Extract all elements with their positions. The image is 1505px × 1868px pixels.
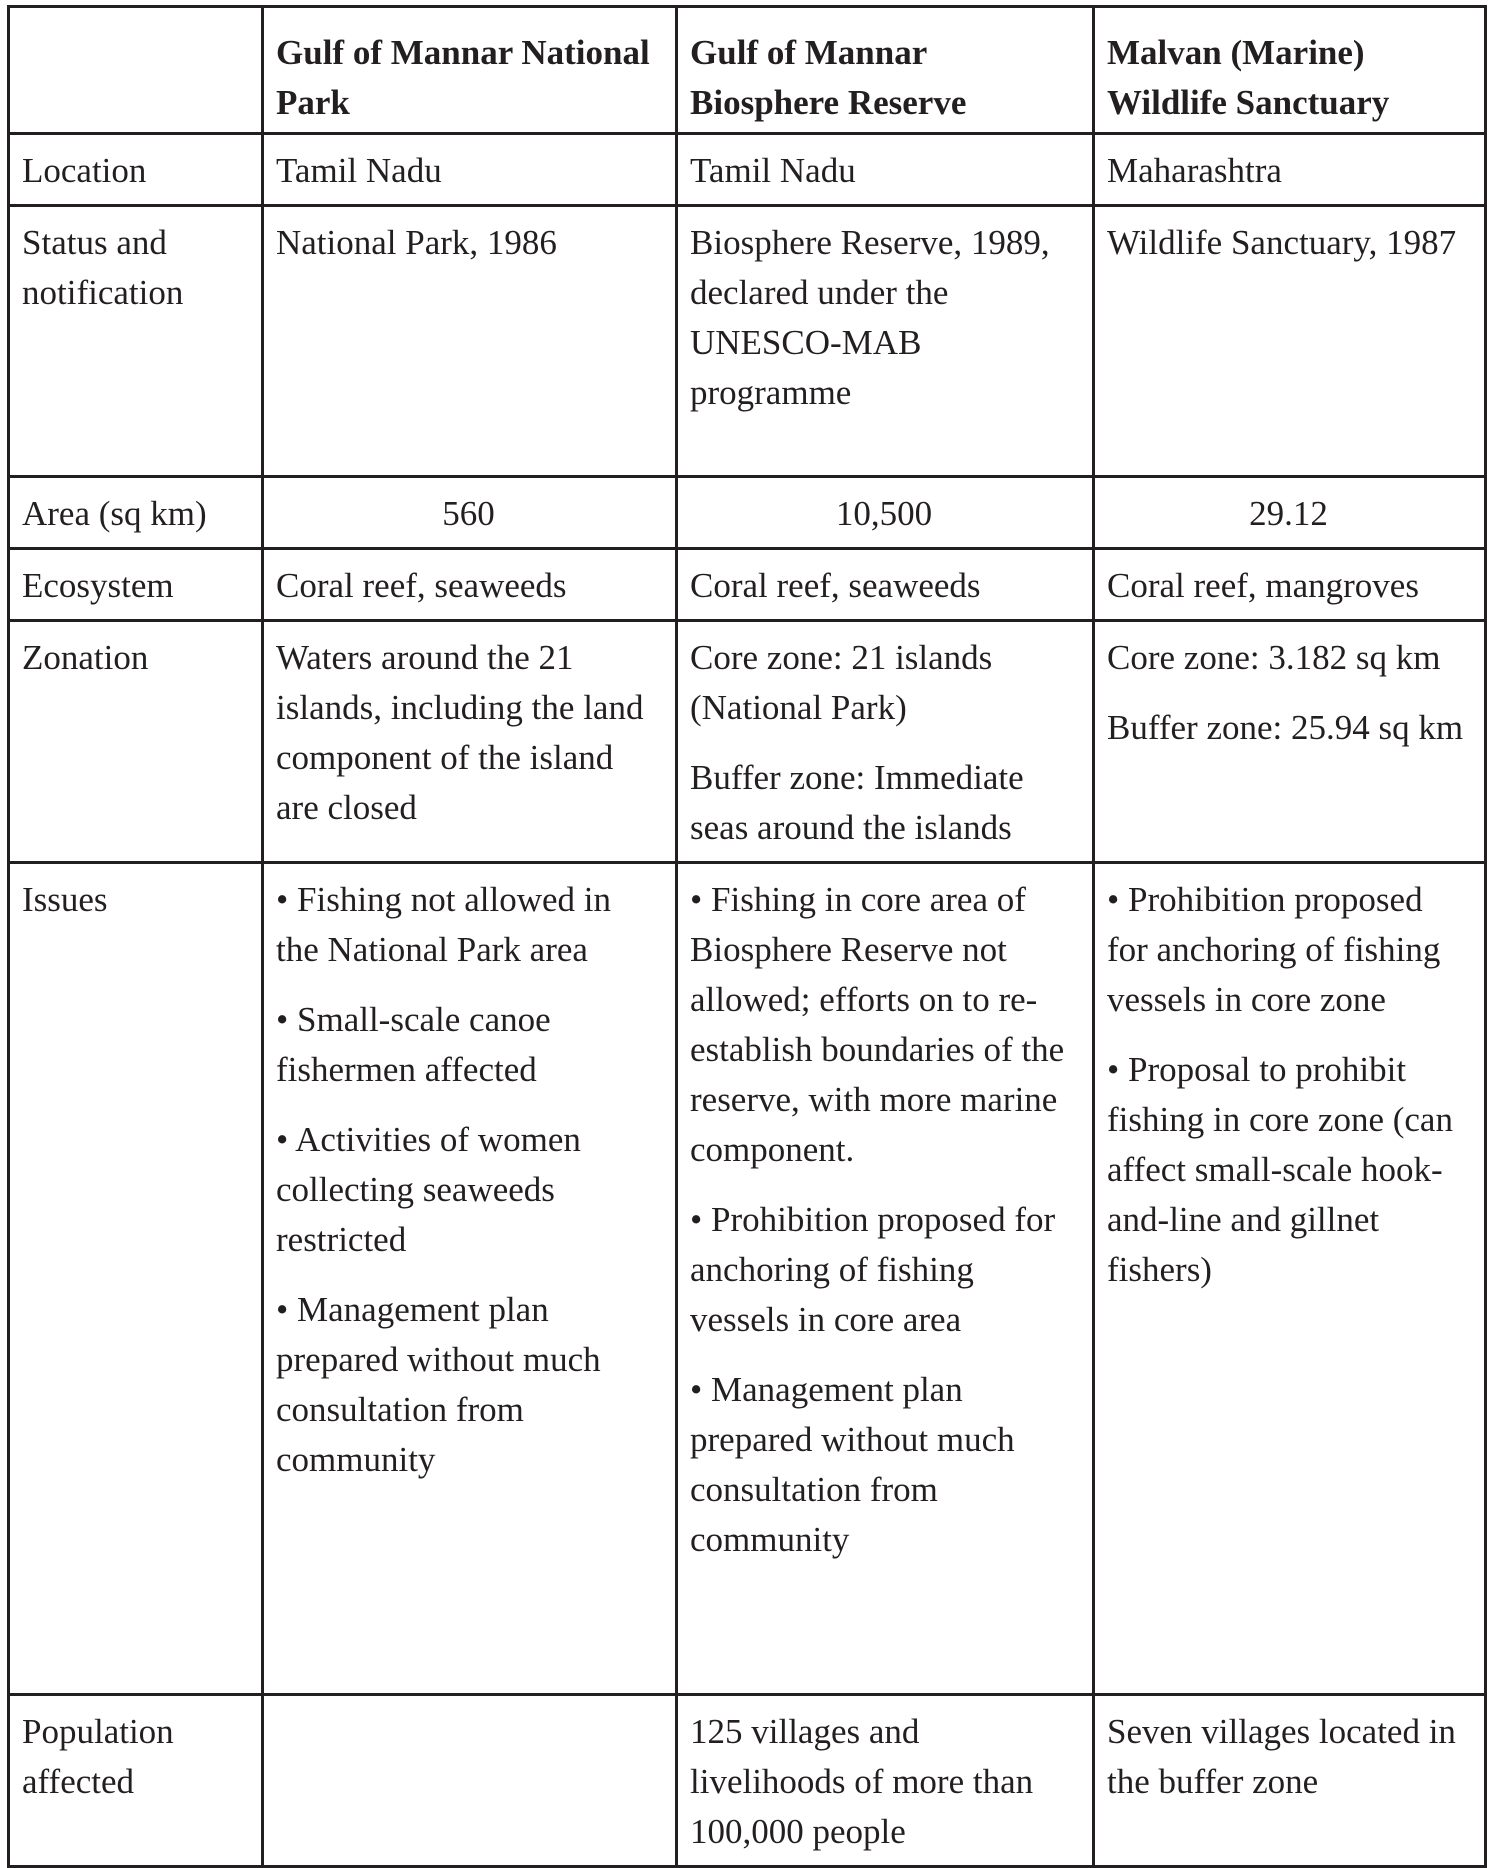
cell-status-national-park: National Park, 1986	[263, 206, 677, 477]
table-row-status	[9, 206, 1486, 477]
issue-bullet: • Fishing not allowed in the National Park area	[276, 880, 612, 969]
header-cell-empty	[9, 7, 263, 134]
issue-bullet: • Activities of women collecting seaweeds restricted	[276, 1120, 581, 1259]
cell-ecosystem-national-park: Coral reef, seaweeds	[263, 549, 677, 621]
row-label-zonation: Zonation	[9, 621, 263, 863]
cell-population-malvan: Seven villages located in the buffer zone	[1094, 1695, 1486, 1867]
row-label-location: Location	[9, 134, 263, 206]
table-row-area	[9, 477, 1486, 549]
cell-status-biosphere-reserve: Biosphere Reserve, 1989, declared under the UNESCO-MAB programme	[677, 206, 1094, 477]
cell-location-malvan: Maharashtra	[1094, 134, 1486, 206]
table-row-ecosystem	[9, 549, 1486, 621]
row-label-ecosystem: Ecosystem	[9, 549, 263, 621]
cell-issues-biosphere-reserve	[677, 863, 1094, 1695]
row-label-area: Area (sq km)	[9, 477, 263, 549]
zonation-core-zone: Core zone: 3.182 sq km	[1107, 638, 1441, 677]
row-label-issues: Issues	[9, 863, 263, 1695]
zonation-buffer-zone: Buffer zone: Immediate seas around the islands	[690, 758, 1024, 847]
cell-area-biosphere-reserve: 10,500	[677, 477, 1094, 549]
table-row-population	[9, 1695, 1486, 1867]
cell-location-biosphere-reserve: Tamil Nadu	[677, 134, 1094, 206]
table-row-location	[9, 134, 1486, 206]
cell-location-national-park: Tamil Nadu	[263, 134, 677, 206]
header-row	[9, 7, 1486, 134]
zonation-paragraph: Waters around the 21 islands, including the land component of the island are closed	[276, 638, 644, 827]
issue-bullet: • Management plan prepared without much consultation from community	[690, 1370, 1015, 1559]
zonation-core-zone: Core zone: 21 islands (National Park)	[690, 638, 993, 727]
zonation-buffer-zone: Buffer zone: 25.94 sq km	[1107, 708, 1464, 747]
cell-ecosystem-malvan: Coral reef, mangroves	[1094, 549, 1486, 621]
row-label-status: Status and notification	[9, 206, 263, 477]
cell-population-biosphere-reserve: 125 villages and livelihoods of more than 100,000 people	[677, 1695, 1094, 1867]
header-gulf-of-mannar-biosphere-reserve: Gulf of Mannar Biosphere Reserve	[677, 7, 1094, 134]
cell-zonation-national-park	[263, 621, 677, 863]
issue-bullet: • Fishing in core area of Biosphere Reserve not allowed; efforts on to re-establish boundaries of the reserve, with more marine component.	[690, 880, 1065, 1169]
cell-issues-national-park	[263, 863, 677, 1695]
cell-zonation-malvan	[1094, 621, 1486, 863]
table-row-issues	[9, 863, 1486, 1695]
issue-bullet: • Management plan prepared without much consultation from community	[276, 1290, 601, 1479]
cell-status-malvan: Wildlife Sanctuary, 1987	[1094, 206, 1486, 477]
cell-zonation-biosphere-reserve	[677, 621, 1094, 863]
cell-ecosystem-biosphere-reserve: Coral reef, seaweeds	[677, 549, 1094, 621]
table-row-zonation	[9, 621, 1486, 863]
issue-bullet: • Proposal to prohibit fishing in core zone (can affect small-scale hook-and-line and gillnet fishers)	[1107, 1050, 1453, 1289]
cell-area-malvan: 29.12	[1094, 477, 1486, 549]
cell-population-national-park	[263, 1695, 677, 1867]
issue-bullet: • Small-scale canoe fishermen affected	[276, 1000, 551, 1089]
row-label-population: Population affected	[9, 1695, 263, 1867]
comparison-table	[7, 5, 1487, 1868]
header-gulf-of-mannar-national-park: Gulf of Mannar National Park	[263, 7, 677, 134]
cell-area-national-park: 560	[263, 477, 677, 549]
header-malvan-wildlife-sanctuary: Malvan (Marine) Wildlife Sanctuary	[1094, 7, 1486, 134]
issue-bullet: • Prohibition proposed for anchoring of fishing vessels in core area	[690, 1200, 1056, 1339]
cell-issues-malvan	[1094, 863, 1486, 1695]
issue-bullet: • Prohibition proposed for anchoring of fishing vessels in core zone	[1107, 880, 1441, 1019]
